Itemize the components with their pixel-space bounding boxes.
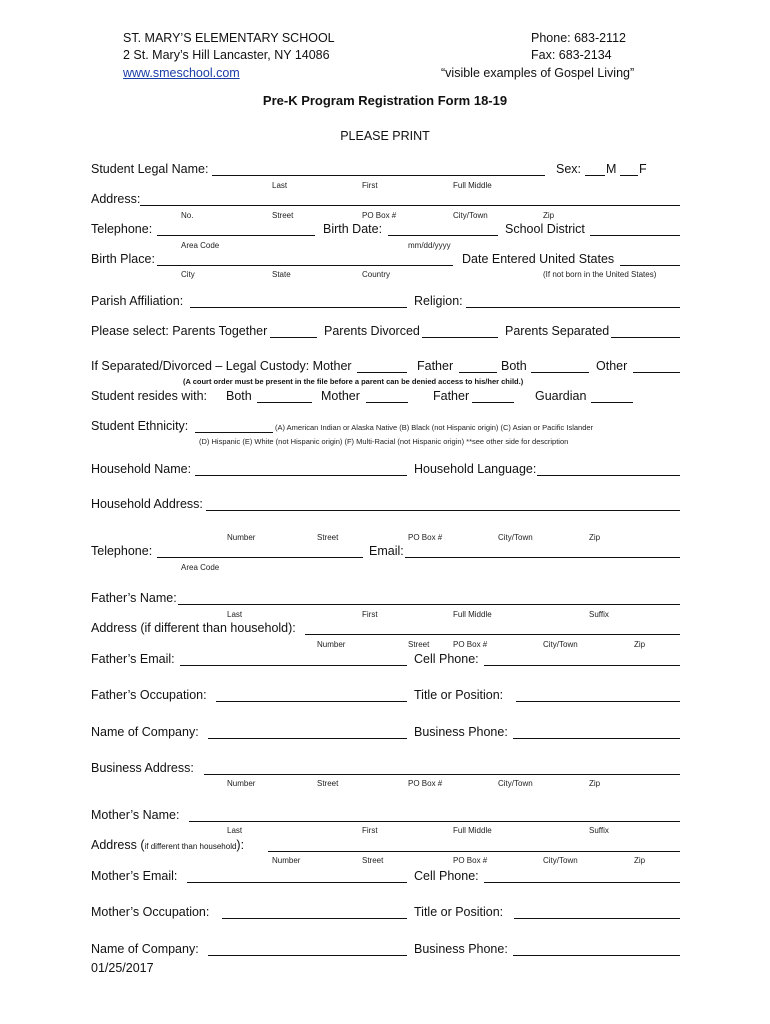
household-name-field[interactable] xyxy=(195,475,407,476)
sub-label: PO Box # xyxy=(453,640,488,649)
sub-label: State xyxy=(272,270,291,279)
household-address-field[interactable] xyxy=(206,510,680,511)
ethnicity-field[interactable] xyxy=(195,432,273,433)
parents-together-field[interactable] xyxy=(270,337,317,338)
custody-mother-field[interactable] xyxy=(357,372,407,373)
please-print: PLEASE PRINT xyxy=(340,129,430,143)
resides-both-field[interactable] xyxy=(257,402,312,403)
school-address: 2 St. Mary’s Hill Lancaster, NY 14086 xyxy=(123,48,330,62)
mother-occupation-field[interactable] xyxy=(222,918,407,919)
ethnicity-label: Student Ethnicity: xyxy=(91,419,189,433)
school-district-field[interactable] xyxy=(590,235,680,236)
father-name-field[interactable] xyxy=(178,604,680,605)
resides-father-label: Father xyxy=(433,389,470,403)
sex-f-option: F xyxy=(639,162,647,176)
form-date: 01/25/2017 xyxy=(91,961,154,975)
sub-label: Full Middle xyxy=(453,826,492,835)
mother-occupation-label: Mother’s Occupation: xyxy=(91,905,210,919)
sub-label: Full Middle xyxy=(453,610,492,619)
birth-date-field[interactable] xyxy=(388,235,498,236)
father-cell-field[interactable] xyxy=(484,665,680,666)
sub-label: Last xyxy=(227,610,243,619)
religion-label: Religion: xyxy=(414,294,463,308)
student-legal-name-label: Student Legal Name: xyxy=(91,162,209,176)
father-title-label: Title or Position: xyxy=(414,688,504,702)
mother-company-label: Name of Company: xyxy=(91,942,199,956)
mother-title-label: Title or Position: xyxy=(414,905,504,919)
sub-label: City/Town xyxy=(543,856,578,865)
sub-label: Street xyxy=(317,533,339,542)
sex-m-option: M xyxy=(606,162,617,176)
custody-label: If Separated/Divorced – Legal Custody: Mother xyxy=(91,359,352,373)
mother-address-label-start: Address ( xyxy=(91,838,145,852)
sub-label: Zip xyxy=(634,856,646,865)
school-name: ST. MARY’S ELEMENTARY SCHOOL xyxy=(123,31,335,45)
resides-with-label: Student resides with: xyxy=(91,389,208,403)
custody-other-field[interactable] xyxy=(633,372,680,373)
resides-father-field[interactable] xyxy=(472,402,514,403)
sub-label: PO Box # xyxy=(408,779,443,788)
household-email-field[interactable] xyxy=(405,557,680,558)
sub-label: PO Box # xyxy=(453,856,488,865)
sub-label: First xyxy=(362,181,378,190)
sub-label: Street xyxy=(408,640,430,649)
mother-cell-field[interactable] xyxy=(484,882,680,883)
mother-business-phone-field[interactable] xyxy=(513,955,680,956)
ethnicity-options-line1: (A) American Indian or Alaska Native (B) Black (not Hispanic origin) (C) Asian or Pacific Islander xyxy=(275,423,594,432)
father-company-label: Name of Company: xyxy=(91,725,199,739)
household-language-label: Household Language: xyxy=(414,462,537,476)
father-company-field[interactable] xyxy=(208,738,407,739)
sex-m-field[interactable] xyxy=(585,175,605,176)
sub-label: Street xyxy=(272,211,294,220)
sub-label: Suffix xyxy=(589,826,609,835)
parents-divorced-label: Parents Divorced xyxy=(324,324,420,338)
household-email-label: Email: xyxy=(369,544,404,558)
custody-both-label: Both xyxy=(501,359,527,373)
student-legal-name-field[interactable] xyxy=(212,175,545,176)
father-occupation-label: Father’s Occupation: xyxy=(91,688,207,702)
school-fax: Fax: 683-2134 xyxy=(531,48,612,62)
father-business-address-label: Business Address: xyxy=(91,761,194,775)
father-occupation-field[interactable] xyxy=(216,701,407,702)
parish-field[interactable] xyxy=(190,307,407,308)
birth-place-label: Birth Place: xyxy=(91,252,155,266)
custody-both-field[interactable] xyxy=(531,372,589,373)
custody-father-field[interactable] xyxy=(459,372,497,373)
sub-label: Last xyxy=(227,826,243,835)
sub-label: Zip xyxy=(589,533,601,542)
student-address-label: Address: xyxy=(91,192,141,206)
parents-separated-label: Parents Separated xyxy=(505,324,610,338)
custody-father-label: Father xyxy=(417,359,454,373)
father-cell-label: Cell Phone: xyxy=(414,652,479,666)
birth-date-label: Birth Date: xyxy=(323,222,383,236)
court-order-note: (A court order must be present in the file before a parent can be denied access to his/her child.) xyxy=(183,377,524,386)
sub-label: City xyxy=(181,270,195,279)
father-email-label: Father’s Email: xyxy=(91,652,175,666)
sub-label: First xyxy=(362,610,378,619)
sex-label: Sex: xyxy=(556,162,582,176)
school-website-link[interactable]: www.smeschool.com xyxy=(123,66,240,80)
resides-guardian-field[interactable] xyxy=(591,402,633,403)
father-address-label: Address (if different than household): xyxy=(91,621,296,635)
date-format-hint: mm/dd/yyyy xyxy=(408,241,451,250)
resides-guardian-label: Guardian xyxy=(535,389,587,403)
birth-place-field[interactable] xyxy=(157,265,453,266)
resides-mother-field[interactable] xyxy=(366,402,408,403)
area-code-hint: Area Code xyxy=(181,241,220,250)
school-motto: “visible examples of Gospel Living” xyxy=(441,66,635,80)
father-business-phone-field[interactable] xyxy=(513,738,680,739)
mother-address-field[interactable] xyxy=(268,851,680,852)
mother-address-label-end: ): xyxy=(236,838,245,852)
sex-f-field[interactable] xyxy=(620,175,638,176)
sub-label: Number xyxy=(317,640,346,649)
sub-label: Street xyxy=(317,779,339,788)
mother-name-field[interactable] xyxy=(189,821,680,822)
father-business-phone-label: Business Phone: xyxy=(414,725,508,739)
ethnicity-options-line2: (D) Hispanic (E) White (not Hispanic origin) (F) Multi-Racial (not Hispanic origin) **see other side for description xyxy=(199,437,569,446)
religion-field[interactable] xyxy=(466,307,680,308)
sub-label: Zip xyxy=(543,211,555,220)
resides-both-label: Both xyxy=(226,389,252,403)
sub-label: No. xyxy=(181,211,194,220)
sub-label: City/Town xyxy=(543,640,578,649)
sub-label: Suffix xyxy=(589,610,609,619)
father-address-field[interactable] xyxy=(305,634,680,635)
area-code-hint: Area Code xyxy=(181,563,220,572)
mother-email-label: Mother’s Email: xyxy=(91,869,178,883)
sub-label: Zip xyxy=(634,640,646,649)
mother-email-field[interactable] xyxy=(187,882,407,883)
household-name-label: Household Name: xyxy=(91,462,192,476)
parents-divorced-field[interactable] xyxy=(422,337,498,338)
resides-mother-label: Mother xyxy=(321,389,360,403)
sub-label: Country xyxy=(362,270,391,279)
custody-other-label: Other xyxy=(596,359,628,373)
sub-label: Street xyxy=(362,856,384,865)
sub-label: Last xyxy=(272,181,288,190)
sub-label: City/Town xyxy=(498,779,533,788)
household-address-label: Household Address: xyxy=(91,497,203,511)
form-title: Pre-K Program Registration Form 18-19 xyxy=(262,93,508,108)
sub-label: First xyxy=(362,826,378,835)
household-telephone-field[interactable] xyxy=(157,557,363,558)
father-email-field[interactable] xyxy=(180,665,407,666)
date-entered-us-label: Date Entered United States xyxy=(462,252,615,266)
parents-together-label: Please select: Parents Together xyxy=(91,324,268,338)
father-business-address-field[interactable] xyxy=(204,774,680,775)
student-telephone-label: Telephone: xyxy=(91,222,153,236)
school-phone: Phone: 683-2112 xyxy=(531,31,626,45)
date-entered-us-field[interactable] xyxy=(620,265,680,266)
father-name-label: Father’s Name: xyxy=(91,591,177,605)
household-language-field[interactable] xyxy=(537,475,680,476)
parents-separated-field[interactable] xyxy=(611,337,680,338)
sub-label: PO Box # xyxy=(408,533,443,542)
mother-cell-label: Cell Phone: xyxy=(414,869,479,883)
student-address-field[interactable] xyxy=(140,205,680,206)
if-not-born-hint: (If not born in the United States) xyxy=(543,270,657,279)
sub-label: Number xyxy=(227,533,256,542)
sub-label: Number xyxy=(227,779,256,788)
sub-label: Zip xyxy=(589,779,601,788)
parish-label: Parish Affiliation: xyxy=(91,294,184,308)
sub-label: City/Town xyxy=(453,211,488,220)
mother-business-phone-label: Business Phone: xyxy=(414,942,508,956)
sub-label: Number xyxy=(272,856,301,865)
household-telephone-label: Telephone: xyxy=(91,544,153,558)
mother-name-label: Mother’s Name: xyxy=(91,808,180,822)
sub-label: PO Box # xyxy=(362,211,397,220)
school-district-label: School District xyxy=(505,222,585,236)
mother-title-field[interactable] xyxy=(514,918,680,919)
sub-label: Full Middle xyxy=(453,181,492,190)
mother-company-field[interactable] xyxy=(208,955,407,956)
student-telephone-field[interactable] xyxy=(157,235,315,236)
mother-address-label xyxy=(91,838,244,852)
mother-address-label-small: if different than household xyxy=(144,842,237,851)
father-title-field[interactable] xyxy=(516,701,680,702)
sub-label: City/Town xyxy=(498,533,533,542)
